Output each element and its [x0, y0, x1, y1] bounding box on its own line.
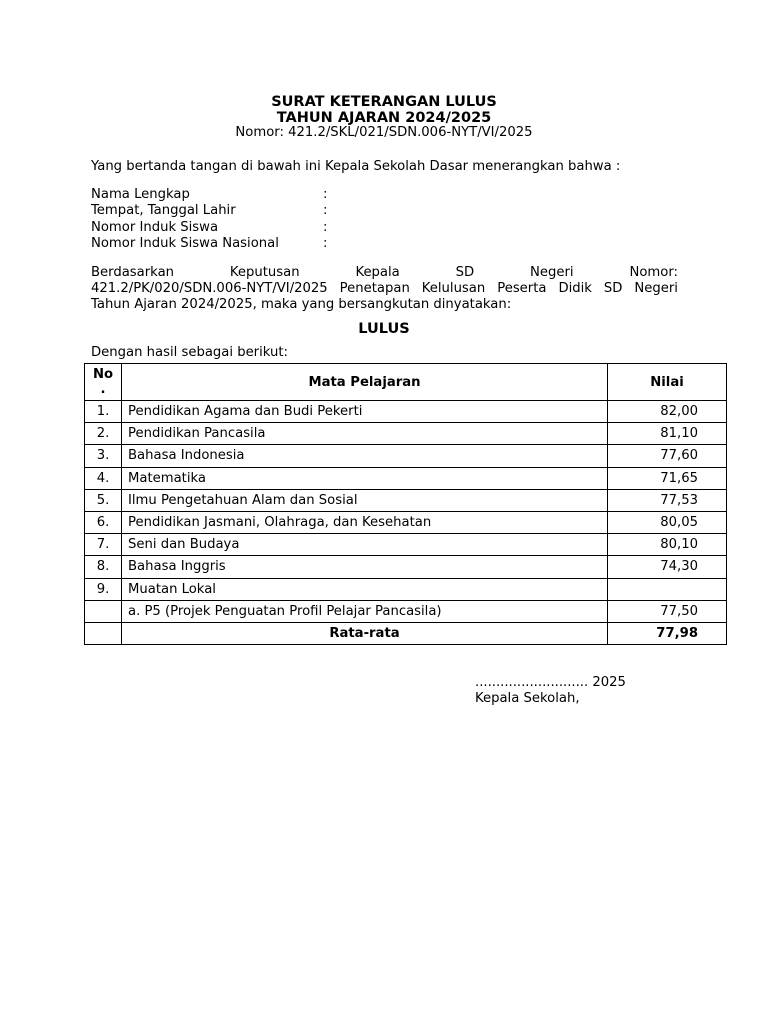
row-number: 2.	[85, 423, 122, 445]
paragraph-word: Negeri	[530, 265, 574, 280]
row-number: 5.	[85, 489, 122, 511]
paragraph-word: Keputusan	[229, 265, 300, 280]
row-number: 1.	[85, 401, 122, 423]
field-label: Nomor Induk Siswa	[91, 219, 219, 235]
paragraph-line-2	[91, 281, 678, 297]
paragraph-word: SD	[603, 281, 623, 296]
field-label: Tempat, Tanggal Lahir	[91, 203, 236, 219]
grades-table	[84, 363, 727, 645]
table-row	[85, 445, 727, 467]
document-title: SURAT KETERANGAN LULUS	[271, 94, 497, 110]
average-label: Rata-rata	[122, 622, 608, 644]
row-subject: Pendidikan Pancasila	[122, 423, 608, 445]
graduation-status: LULUS	[358, 321, 410, 337]
row-subject: Bahasa Inggris	[122, 556, 608, 578]
row-number: 4.	[85, 467, 122, 489]
paragraph-word: Peserta	[497, 281, 547, 296]
row-number: 6.	[85, 511, 122, 533]
row-score: 80,05	[608, 511, 727, 533]
row-score: 74,30	[608, 556, 727, 578]
row-score: 81,10	[608, 423, 727, 445]
row-score: 82,00	[608, 401, 727, 423]
row-subject: Ilmu Pengetahuan Alam dan Sosial	[122, 489, 608, 511]
row-number: 3.	[85, 445, 122, 467]
paragraph-word: Negeri	[634, 281, 678, 296]
row-score: 77,50	[608, 600, 727, 622]
signature-date: ........................... 2025	[475, 675, 626, 690]
row-subject: Pendidikan Jasmani, Olahraga, dan Kesehatan	[122, 511, 608, 533]
table-row	[85, 401, 727, 423]
paragraph-word: 421.2/PK/020/SDN.006-NYT/VI/2025	[91, 281, 328, 296]
average-row	[85, 622, 727, 644]
average-value: 77,98	[608, 622, 727, 644]
row-score	[608, 578, 727, 600]
table-header-row	[85, 364, 727, 401]
document-subtitle: TAHUN AJARAN 2024/2025	[276, 110, 492, 126]
paragraph-word: Kepala	[355, 265, 400, 280]
field-colon: :	[323, 187, 328, 202]
row-number	[85, 600, 122, 622]
row-number: 7.	[85, 534, 122, 556]
paragraph-word: Didik	[558, 281, 592, 296]
signature-role: Kepala Sekolah,	[475, 691, 580, 706]
field-label: Nama Lengkap	[91, 187, 190, 202]
student-fields	[91, 187, 391, 252]
intro-text: Yang bertanda tangan di bawah ini Kepala Sekolah Dasar menerangkan bahwa :	[91, 159, 621, 174]
header-subject: Mata Pelajaran	[122, 364, 608, 401]
field-row	[91, 203, 391, 219]
row-number: 8.	[85, 556, 122, 578]
table-row	[85, 556, 727, 578]
decision-paragraph	[91, 265, 678, 313]
table-row	[85, 578, 727, 600]
paragraph-word: Kelulusan	[421, 281, 486, 296]
header-no: No .	[85, 364, 122, 401]
table-row	[85, 423, 727, 445]
field-colon: :	[323, 235, 328, 251]
row-subject: Pendidikan Agama dan Budi Pekerti	[122, 401, 608, 423]
row-score: 77,60	[608, 445, 727, 467]
paragraph-word: SD	[455, 265, 475, 280]
paragraph-line-3: Tahun Ajaran 2024/2025, maka yang bersangkutan dinyatakan:	[91, 297, 512, 312]
row-subject: Muatan Lokal	[122, 578, 608, 600]
field-label: Nomor Induk Siswa Nasional	[91, 235, 279, 251]
field-row	[91, 236, 391, 252]
row-number: 9.	[85, 578, 122, 600]
header-score: Nilai	[608, 364, 727, 401]
field-row	[91, 187, 391, 203]
row-subject: Matematika	[122, 467, 608, 489]
signature-block	[475, 675, 626, 707]
row-subject: Seni dan Budaya	[122, 534, 608, 556]
field-colon: :	[323, 219, 328, 235]
row-subject: a. P5 (Projek Penguatan Profil Pelajar Pancasila)	[122, 600, 608, 622]
table-row	[85, 467, 727, 489]
table-row	[85, 489, 727, 511]
field-colon: :	[323, 203, 328, 219]
row-score: 71,65	[608, 467, 727, 489]
row-score: 80,10	[608, 534, 727, 556]
row-score: 77,53	[608, 489, 727, 511]
paragraph-line-1	[91, 265, 678, 281]
table-row	[85, 511, 727, 533]
paragraph-word: Penetapan	[339, 281, 410, 296]
field-row	[91, 220, 391, 236]
document-number: Nomor: 421.2/SKL/021/SDN.006-NYT/VI/2025	[235, 125, 533, 140]
results-label: Dengan hasil sebagai berikut:	[91, 345, 288, 360]
table-row	[85, 534, 727, 556]
table-row	[85, 600, 727, 622]
paragraph-word: Berdasarkan	[91, 265, 175, 280]
row-subject: Bahasa Indonesia	[122, 445, 608, 467]
paragraph-word: Nomor:	[629, 265, 678, 280]
